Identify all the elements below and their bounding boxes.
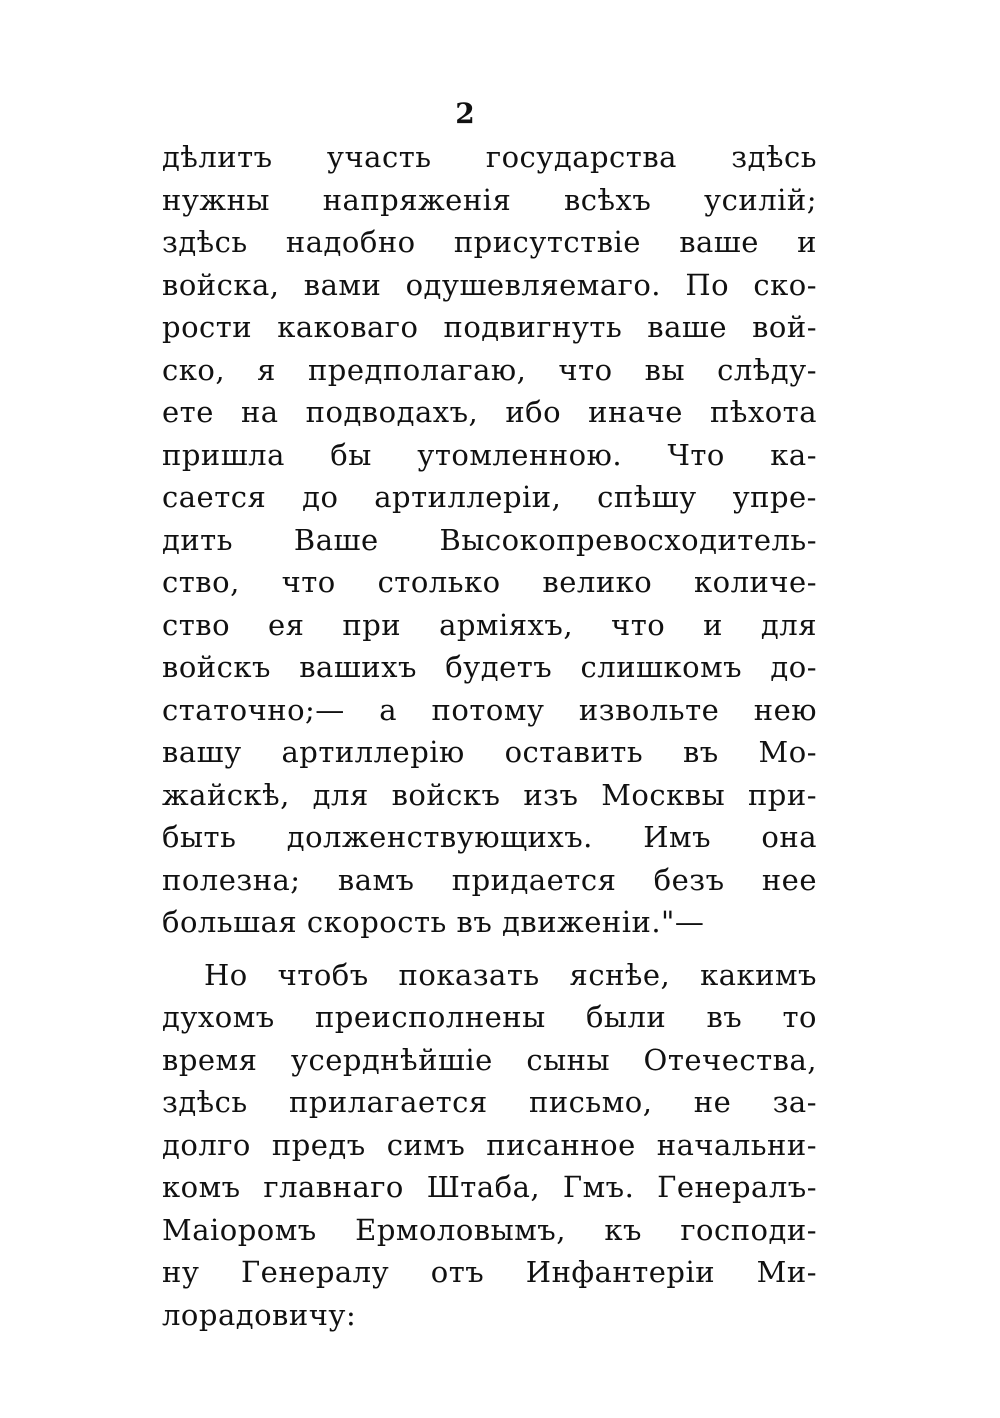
text-line: войска, вами одушевляемаго. По ско- [162, 267, 817, 302]
body-text [162, 136, 817, 1336]
text-line: дѣлитъ участь государства здѣсь [162, 140, 817, 174]
text-line: пришла бы утомленною. Что ка- [162, 437, 817, 472]
text-line: рости каковаго подвигнуть ваше вой- [162, 310, 817, 344]
text-line: полезна; вамъ придается безъ нее [162, 862, 817, 897]
page-number: 2 [455, 97, 475, 130]
text-line: дить Ваше Высокопревосходитель- [162, 522, 817, 557]
text-line: комъ главнаго Штаба, Гмъ. Генералъ- [162, 1170, 817, 1204]
text-line: быть долженствующихъ. Имъ она [162, 820, 817, 854]
text-line: нужны напряженія всѣхъ усилій; [162, 182, 817, 217]
text-line: ну Генералу отъ Инфантеріи Ми- [162, 1255, 817, 1289]
text-line: лорадовичу: [162, 1297, 357, 1332]
text-line: здѣсь прилагается письмо, не за- [162, 1085, 817, 1119]
paragraph-2 [162, 954, 817, 1337]
text-line: сается до артиллеріи, спѣшу упре- [162, 480, 817, 514]
text-line: ство, что столько велико количе- [162, 565, 817, 599]
text-line: долго предъ симъ писанное начальни- [162, 1127, 817, 1162]
text-line: войскъ вашихъ будетъ слишкомъ до- [162, 650, 817, 684]
text-line: ете на подводахъ, ибо иначе пѣхота [162, 395, 817, 429]
text-line: время усерднѣйшіе сыны Отечества, [162, 1042, 817, 1077]
text-line: большая скорость въ движеніи."— [162, 905, 705, 939]
paragraph-gap [162, 944, 817, 954]
text-line: ство ея при арміяхъ, что и для [162, 607, 817, 642]
text-line: ско, я предполагаю, что вы слѣду- [162, 352, 817, 387]
text-line: духомъ преисполнены были въ то [162, 1000, 817, 1034]
paragraph-1 [162, 136, 817, 944]
text-line: вашу артиллерію оставить въ Мо- [162, 735, 817, 769]
text-line: Маіоромъ Ермоловымъ, къ господи- [162, 1212, 817, 1247]
text-line: Но чтобъ показать яснѣе, какимъ [204, 957, 817, 992]
text-line: здѣсь надобно присутствіе ваше и [162, 225, 817, 259]
text-line: статочно;— а потому извольте нею [162, 692, 817, 727]
text-line: жайскѣ, для войскъ изъ Москвы при- [162, 777, 817, 812]
